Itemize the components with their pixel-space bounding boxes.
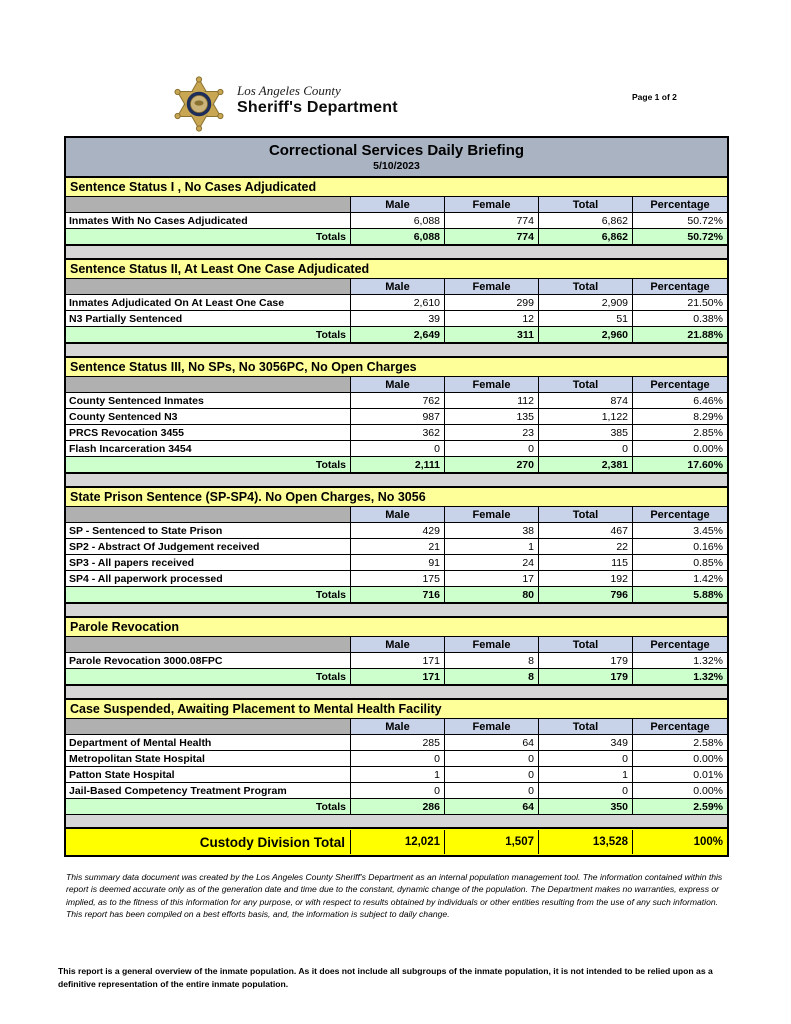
totals-total-cell: 2,960 [539,327,633,342]
female-cell: 0 [445,441,539,456]
column-header-female: Female [445,377,539,392]
male-cell: 0 [351,751,445,766]
column-header-percentage: Percentage [633,507,727,522]
table-row [66,751,727,767]
briefing-section [66,618,727,685]
table-row [66,767,727,783]
female-cell: 12 [445,311,539,326]
totals-female-cell: 64 [445,799,539,814]
totals-row [66,457,727,473]
agency-county-label: Los Angeles County [237,83,341,98]
column-header-male: Male [351,719,445,734]
briefing-table [64,133,729,857]
total-cell: 0 [539,441,633,456]
totals-label: Totals [66,457,351,472]
row-label: Department of Mental Health [66,735,351,750]
pct-cell: 21.50% [687,296,723,309]
totals-pct-cell: 21.88% [687,328,723,341]
female-cell: 0 [445,783,539,798]
row-label: PRCS Revocation 3455 [66,425,351,440]
totals-pct-cell: 2.59% [693,800,723,813]
table-row [66,735,727,751]
total-cell: 874 [539,393,633,408]
briefing-section [66,488,727,603]
total-cell: 179 [539,653,633,668]
pct-cell: 8.29% [693,410,723,423]
female-cell: 135 [445,409,539,424]
row-label: County Sentenced N3 [66,409,351,424]
section-gap [66,603,727,618]
totals-male-cell: 171 [351,669,445,684]
male-cell: 762 [351,393,445,408]
table-row [66,425,727,441]
column-header-total: Total [539,637,633,652]
column-header-percentage: Percentage [633,377,727,392]
column-header-female: Female [445,507,539,522]
totals-female-cell: 774 [445,229,539,244]
totals-pct-cell: 17.60% [687,458,723,471]
table-row [66,295,727,311]
totals-male-cell: 716 [351,587,445,602]
section-title: Parole Revocation [66,618,727,637]
totals-female-cell: 270 [445,457,539,472]
male-cell: 91 [351,555,445,570]
column-header-total: Total [539,719,633,734]
corner-cell [66,507,351,522]
totals-row [66,799,727,815]
section-title: Sentence Status III, No SPs, No 3056PC, No Open Charges [66,358,727,377]
totals-label: Totals [66,669,351,684]
column-header-female: Female [445,197,539,212]
totals-male-cell: 286 [351,799,445,814]
pct-cell: 2.85% [693,426,723,439]
column-header-percentage: Percentage [633,637,727,652]
column-header-male: Male [351,197,445,212]
female-cell: 8 [445,653,539,668]
row-label: Jail-Based Competency Treatment Program [66,783,351,798]
table-row [66,539,727,555]
row-label: SP - Sentenced to State Prison [66,523,351,538]
totals-label: Totals [66,587,351,602]
section-title: Sentence Status I , No Cases Adjudicated [66,178,727,197]
grand-total-total: 13,528 [539,830,633,854]
totals-row [66,229,727,245]
section-title: Case Suspended, Awaiting Placement to Mental Health Facility [66,700,727,719]
male-cell: 285 [351,735,445,750]
section-gap [66,685,727,700]
column-header-row [66,197,727,213]
totals-label: Totals [66,799,351,814]
briefing-section [66,358,727,473]
report-date: 5/10/2023 [373,160,420,172]
pct-cell: 1.32% [693,654,723,667]
column-header-total: Total [539,507,633,522]
female-cell: 112 [445,393,539,408]
sections-container [66,178,727,829]
row-label: N3 Partially Sentenced [66,311,351,326]
column-header-row [66,637,727,653]
male-cell: 429 [351,523,445,538]
male-cell: 6,088 [351,213,445,228]
female-cell: 774 [445,213,539,228]
totals-label: Totals [66,229,351,244]
corner-cell [66,197,351,212]
male-cell: 362 [351,425,445,440]
column-header-percentage: Percentage [633,197,727,212]
grand-total-percentage: 100% [693,836,723,848]
report-title: Correctional Services Daily Briefing [268,142,525,159]
totals-male-cell: 2,111 [351,457,445,472]
page-indicator: Page 1 of 2 [632,92,677,102]
totals-male-cell: 6,088 [351,229,445,244]
total-cell: 385 [539,425,633,440]
row-label: Inmates Adjudicated On At Least One Case [66,295,351,310]
table-row [66,441,727,457]
totals-row [66,327,727,343]
total-cell: 349 [539,735,633,750]
column-header-row [66,507,727,523]
pct-cell: 0.38% [693,312,723,325]
total-cell: 467 [539,523,633,538]
pct-cell: 2.58% [693,736,723,749]
pct-cell: 0.00% [693,752,723,765]
row-label: SP2 - Abstract Of Judgement received [66,539,351,554]
table-row [66,653,727,669]
row-label: Flash Incarceration 3454 [66,441,351,456]
row-label: Parole Revocation 3000.08FPC [66,653,351,668]
female-cell: 38 [445,523,539,538]
row-label: Patton State Hospital [66,767,351,782]
female-cell: 0 [445,751,539,766]
total-cell: 0 [539,783,633,798]
column-header-male: Male [351,507,445,522]
totals-label: Totals [66,327,351,342]
column-header-row [66,279,727,295]
totals-total-cell: 179 [539,669,633,684]
column-header-row [66,377,727,393]
column-header-male: Male [351,377,445,392]
grand-total-male: 12,021 [351,830,445,854]
custody-division-total-row [66,829,727,855]
table-row [66,409,727,425]
male-cell: 987 [351,409,445,424]
pct-cell: 0.00% [693,442,723,455]
totals-total-cell: 350 [539,799,633,814]
pct-cell: 0.85% [693,556,723,569]
female-cell: 299 [445,295,539,310]
table-row [66,213,727,229]
table-row [66,571,727,587]
totals-total-cell: 6,862 [539,229,633,244]
female-cell: 0 [445,767,539,782]
section-gap [66,245,727,260]
disclaimer-footnote: This summary data document was created by the Los Angeles County Sheriff's Department as an internal population management tool. The information contained within this report is deemed accurate only as of the generation date and time due to the constant, dynamic change of the population. The Department makes no warranties, express or implied, as to the fitness of this information for any purpose, or with respect to results obtained by individuals or other entities resulting from the use of any such information. This report has been compiled on a best efforts basis, and, the information is subject to daily change. [66,872,723,920]
column-header-female: Female [445,279,539,294]
column-header-total: Total [539,279,633,294]
report-content [58,133,729,991]
pct-cell: 50.72% [687,214,723,227]
column-header-percentage: Percentage [633,719,727,734]
totals-row [66,587,727,603]
female-cell: 1 [445,539,539,554]
male-cell: 1 [351,767,445,782]
totals-row [66,669,727,685]
total-cell: 115 [539,555,633,570]
table-row [66,523,727,539]
grand-total-label: Custody Division Total [66,830,351,854]
briefing-section [66,178,727,245]
totals-female-cell: 8 [445,669,539,684]
row-label: SP4 - All paperwork processed [66,571,351,586]
section-gap [66,343,727,358]
agency-department-label: Sheriff's Department [237,98,398,116]
sheriff-badge-icon [168,76,230,145]
pct-cell: 6.46% [693,394,723,407]
totals-pct-cell: 1.32% [693,670,723,683]
table-row [66,311,727,327]
pct-cell: 0.16% [693,540,723,553]
totals-female-cell: 311 [445,327,539,342]
column-header-female: Female [445,637,539,652]
row-label: Inmates With No Cases Adjudicated [66,213,351,228]
corner-cell [66,637,351,652]
total-cell: 22 [539,539,633,554]
male-cell: 175 [351,571,445,586]
pct-cell: 0.01% [693,768,723,781]
male-cell: 171 [351,653,445,668]
totals-pct-cell: 5.88% [693,588,723,601]
male-cell: 21 [351,539,445,554]
briefing-section [66,700,727,815]
corner-cell [66,279,351,294]
column-header-total: Total [539,377,633,392]
total-cell: 51 [539,311,633,326]
column-header-percentage: Percentage [633,279,727,294]
agency-name [237,84,398,117]
overview-footnote: This report is a general overview of the inmate population. As it does not include all subgroups of the inmate population, it is not intended to be relied upon as a definitive representation of the entire inmate population. [58,965,713,989]
male-cell: 2,610 [351,295,445,310]
female-cell: 23 [445,425,539,440]
male-cell: 39 [351,311,445,326]
total-cell: 0 [539,751,633,766]
total-cell: 2,909 [539,295,633,310]
column-header-male: Male [351,637,445,652]
section-title: State Prison Sentence (SP-SP4). No Open Charges, No 3056 [66,488,727,507]
briefing-section [66,260,727,343]
table-row [66,783,727,799]
grand-total-female: 1,507 [445,830,539,854]
section-title: Sentence Status II, At Least One Case Adjudicated [66,260,727,279]
female-cell: 24 [445,555,539,570]
column-header-male: Male [351,279,445,294]
row-label: County Sentenced Inmates [66,393,351,408]
section-gap [66,473,727,488]
table-row [66,555,727,571]
pct-cell: 0.00% [693,784,723,797]
pct-cell: 1.42% [693,572,723,585]
row-label: Metropolitan State Hospital [66,751,351,766]
male-cell: 0 [351,783,445,798]
total-cell: 1,122 [539,409,633,424]
table-row [66,393,727,409]
totals-male-cell: 2,649 [351,327,445,342]
corner-cell [66,719,351,734]
total-cell: 6,862 [539,213,633,228]
female-cell: 64 [445,735,539,750]
totals-female-cell: 80 [445,587,539,602]
female-cell: 17 [445,571,539,586]
corner-cell [66,377,351,392]
total-cell: 1 [539,767,633,782]
column-header-female: Female [445,719,539,734]
report-title-bar [66,138,727,178]
section-gap [66,815,727,829]
totals-pct-cell: 50.72% [687,230,723,243]
svg-text:.: . [198,133,200,139]
totals-total-cell: 796 [539,587,633,602]
total-cell: 192 [539,571,633,586]
pct-cell: 3.45% [693,524,723,537]
male-cell: 0 [351,441,445,456]
totals-total-cell: 2,381 [539,457,633,472]
row-label: SP3 - All papers received [66,555,351,570]
column-header-row [66,719,727,735]
column-header-total: Total [539,197,633,212]
